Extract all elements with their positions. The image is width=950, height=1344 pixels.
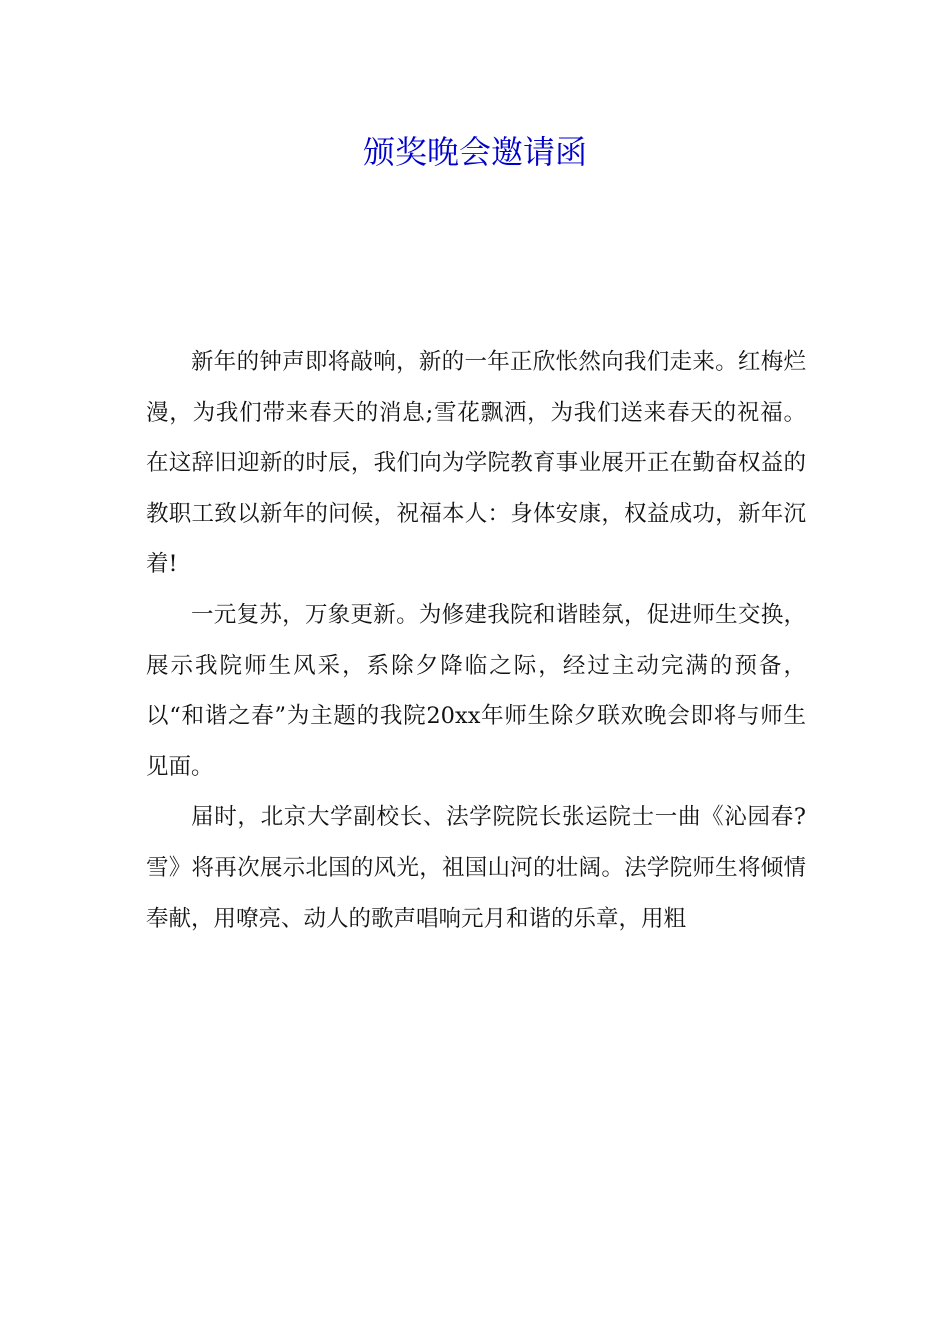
document-title: 颁奖晚会邀请函 xyxy=(362,133,587,171)
paragraph-2: 一元复苏，万象更新。为修建我院和谐睦氛，促进师生交换，展示我院师生风采，系除夕降临之际，经过主动完满的预备，以“和谐之春”为主题的我院20xx年师生除夕联欢晚会即将与师生见面。 xyxy=(146,601,806,780)
paragraph-1: 新年的钟声即将敲响，新的一年正欣怅然向我们走来。红梅烂漫，为我们带来春天的消息;雪花飘洒，为我们送来春天的祝福。在这辞旧迎新的时辰，我们向为学院教育事业展开正在勤奋权益的教职工致以新年的问候，祝福本人：身体安康，权益成功，新年沉着! xyxy=(146,349,806,578)
paragraph-3: 届时，北京大学副校长、法学院院长张运院士一曲《沁园春?雪》将再次展示北国的风光，祖国山河的壮阔。法学院师生将倾情奉献，用嘹亮、动人的歌声唱响元月和谐的乐章，用粗 xyxy=(146,804,806,932)
document-body xyxy=(146,337,806,944)
